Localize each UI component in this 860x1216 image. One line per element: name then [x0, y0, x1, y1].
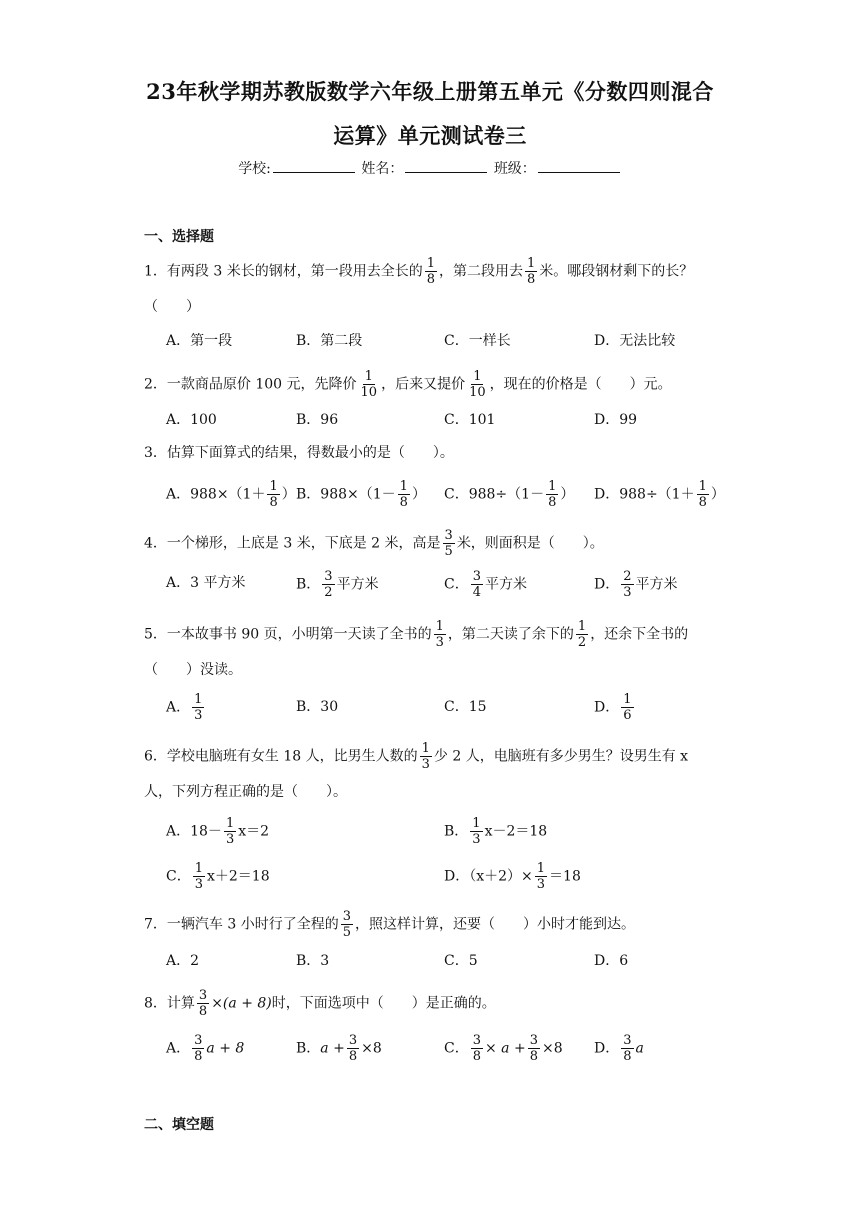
q8-expression: ×(a + 8)	[211, 995, 272, 1012]
q5-option-d[interactable]	[594, 692, 636, 723]
denominator: 8	[426, 272, 435, 287]
denominator: 5	[444, 544, 453, 559]
q8-option-c[interactable]	[444, 1033, 563, 1064]
q3-option-c[interactable]	[444, 479, 574, 510]
fraction	[467, 369, 488, 400]
school-label: 学校:	[238, 161, 271, 177]
option-text: × a +	[485, 1040, 526, 1057]
question-1	[144, 256, 724, 287]
question-2	[144, 369, 724, 400]
q3-option-a[interactable]	[166, 479, 296, 510]
option-text: ×8	[542, 1040, 563, 1057]
q7-option-a[interactable]: A．2	[166, 953, 200, 969]
q5-text-b: ，第二天读了余下的	[447, 626, 574, 643]
fraction	[546, 479, 558, 510]
q1-option-d[interactable]: D．无法比较	[594, 333, 676, 349]
denominator: 3	[225, 832, 235, 847]
fraction	[192, 1033, 204, 1064]
q2-option-b[interactable]: B．96	[296, 412, 339, 428]
option-text: ）	[281, 486, 296, 503]
option-text: C．988÷（1－	[444, 486, 545, 503]
q7-option-b[interactable]: B．3	[296, 953, 330, 969]
fraction	[470, 816, 482, 847]
question-8	[144, 988, 724, 1019]
numerator: 1	[536, 861, 546, 876]
option-text: D．	[594, 576, 620, 593]
option-text: D．	[594, 1040, 620, 1057]
fraction	[621, 692, 633, 723]
page-title-line2: 运算》单元测试卷三	[333, 123, 527, 148]
q4-option-d[interactable]	[594, 569, 678, 600]
option-text: 平方米	[336, 576, 379, 593]
numerator: 1	[426, 256, 435, 271]
denominator: 3	[421, 757, 430, 772]
q2-option-d[interactable]: D．99	[594, 412, 638, 428]
q8-option-d[interactable]	[594, 1033, 644, 1064]
q6-text-a: 6．学校电脑班有女生 18 人，比男生人数的	[144, 748, 418, 765]
denominator: 5	[342, 925, 351, 940]
option-text: a +	[320, 1040, 345, 1057]
option-text: A．	[166, 699, 191, 716]
numerator: 3	[342, 909, 351, 924]
denominator: 3	[472, 832, 481, 847]
q2-text-c: ，现在的价格是（ ）元。	[489, 376, 672, 393]
q6-option-c[interactable]	[166, 861, 270, 892]
q1-text-a: 1．有两段 3 米长的钢材，第一段用去全长的	[144, 263, 423, 280]
fraction	[576, 619, 588, 650]
denominator: 8	[529, 1049, 538, 1064]
option-text: ）	[411, 486, 426, 503]
denominator: 8	[472, 1049, 481, 1064]
q1-answer-paren: （ ）	[144, 299, 200, 315]
q3-option-b[interactable]	[296, 479, 426, 510]
q2-option-a[interactable]: A．100	[166, 412, 217, 428]
numerator: 1	[421, 741, 430, 756]
option-text: ×8	[361, 1040, 382, 1057]
question-4	[144, 528, 724, 559]
q3-option-d[interactable]	[594, 479, 725, 510]
fraction	[197, 988, 209, 1019]
fraction	[621, 569, 633, 600]
q4-option-c[interactable]	[444, 569, 527, 600]
option-text: B．	[444, 823, 469, 840]
numerator: 1	[399, 479, 408, 494]
option-text: ＝18	[549, 868, 581, 885]
q4-text-b: 米，则面积是（ ）。	[456, 535, 604, 552]
q2-text-a: 2．一款商品原价 100 元，先降价	[144, 376, 357, 393]
denominator: 3	[536, 877, 546, 892]
q1-option-c[interactable]: C．一样长	[444, 333, 511, 349]
option-text: ）	[710, 486, 725, 503]
option-text: A．18－	[166, 823, 222, 840]
denominator: 3	[194, 877, 203, 892]
denominator: 8	[399, 495, 408, 510]
option-text: ）	[560, 486, 575, 503]
option-text: x＝2	[238, 823, 270, 840]
q8-option-a[interactable]	[166, 1033, 244, 1064]
question-5	[144, 619, 724, 650]
fraction	[398, 479, 410, 510]
q5-option-c[interactable]: C．15	[444, 699, 487, 715]
numerator: 3	[194, 1033, 203, 1048]
denominator: 3	[194, 708, 203, 723]
fraction	[528, 1033, 540, 1064]
q7-option-c[interactable]: C．5	[444, 953, 478, 969]
denominator: 8	[698, 495, 707, 510]
option-text: 平方米	[635, 576, 678, 593]
fraction	[347, 1033, 359, 1064]
numerator: 1	[527, 256, 536, 271]
option-text: x＋2＝18	[207, 868, 270, 885]
q6-option-b[interactable]	[444, 816, 547, 847]
option-text: D．988÷（1＋	[594, 486, 695, 503]
denominator: 8	[198, 1004, 208, 1019]
q2-text-b: ，后来又提价	[381, 376, 466, 393]
numerator: 2	[623, 569, 632, 584]
denominator: 8	[348, 1049, 358, 1064]
option-text: D．	[594, 699, 620, 716]
fraction	[525, 256, 537, 287]
option-text: C．	[166, 868, 191, 885]
q6-line2: 人，下列方程正确的是（ ）。	[144, 784, 347, 800]
q5-option-a[interactable]	[166, 692, 206, 723]
option-text: x－2＝18	[484, 823, 548, 840]
option-text: B．	[296, 1040, 321, 1057]
option-text: D．（x＋2）×	[444, 868, 533, 885]
numerator: 1	[623, 692, 632, 707]
name-blank	[405, 158, 487, 173]
option-text: B．	[296, 576, 321, 593]
q2-option-c[interactable]: C．101	[444, 412, 496, 428]
numerator: 1	[435, 619, 444, 634]
numerator: 1	[194, 692, 203, 707]
fraction	[471, 1033, 483, 1064]
numerator: 3	[472, 569, 481, 584]
fraction	[224, 816, 236, 847]
student-info-row	[0, 158, 860, 178]
q8-option-b[interactable]	[296, 1033, 382, 1064]
denominator: 8	[623, 1049, 632, 1064]
fraction	[621, 1033, 633, 1064]
denominator: 6	[623, 708, 632, 723]
denominator: 10	[360, 385, 378, 400]
numerator: 3	[529, 1033, 538, 1048]
q4-option-b[interactable]	[296, 569, 379, 600]
q6-option-d[interactable]	[444, 861, 581, 892]
q8-text-a: 8．计算	[144, 995, 195, 1012]
numerator: 3	[348, 1033, 358, 1048]
q1-text-b: ，第二段用去	[439, 263, 523, 280]
numerator: 3	[444, 528, 453, 543]
numerator: 1	[577, 619, 587, 634]
fraction	[193, 861, 205, 892]
section-title-fill: 二、填空题	[144, 1117, 214, 1133]
q5-text-c: ，还余下全书的	[590, 626, 689, 643]
fraction	[535, 861, 547, 892]
q4-option-a[interactable]: A．3 平方米	[166, 575, 246, 591]
numerator: 1	[364, 369, 373, 384]
fraction	[322, 569, 334, 600]
denominator: 2	[324, 585, 333, 600]
q1-option-b[interactable]: B．第二段	[296, 333, 363, 349]
option-text: C．	[444, 1040, 469, 1057]
q7-text-b: ，照这样计算，还要（ ）小时才能到达。	[355, 916, 635, 933]
denominator: 3	[435, 635, 444, 650]
numerator: 3	[472, 1033, 481, 1048]
question-6	[144, 741, 724, 772]
school-blank	[273, 158, 355, 173]
q5-option-b[interactable]: B．30	[296, 699, 339, 715]
class-blank	[538, 158, 620, 173]
fraction	[420, 741, 432, 772]
fraction	[425, 256, 437, 287]
q5-text-a: 5．一本故事书 90 页，小明第一天读了全书的	[144, 626, 432, 643]
denominator: 8	[194, 1049, 203, 1064]
denominator: 2	[577, 635, 587, 650]
fraction	[471, 569, 483, 600]
numerator: 1	[698, 479, 707, 494]
option-text: A．988×（1＋	[166, 486, 266, 503]
denominator: 8	[269, 495, 278, 510]
option-text: B．988×（1－	[296, 486, 396, 503]
page-title-line1: 23年秋学期苏教版数学六年级上册第五单元《分数四则混合	[146, 79, 714, 104]
q7-option-d[interactable]: D．6	[594, 953, 629, 969]
fraction	[192, 692, 204, 723]
section-title-choice: 一、选择题	[144, 229, 214, 245]
option-text: a	[635, 1040, 644, 1057]
numerator: 1	[269, 479, 278, 494]
fraction	[443, 528, 455, 559]
numerator: 3	[198, 988, 208, 1003]
q1-text-c: 米。哪段钢材剩下的长？	[539, 263, 694, 280]
denominator: 10	[469, 385, 486, 400]
numerator: 1	[194, 861, 203, 876]
q5-line2: （ ）没读。	[144, 662, 242, 678]
fraction	[341, 909, 353, 940]
denominator: 3	[623, 585, 632, 600]
option-text: 平方米	[485, 576, 527, 593]
denominator: 8	[548, 495, 557, 510]
numerator: 3	[623, 1033, 632, 1048]
q6-text-b: 少 2 人，电脑班有多少男生？设男生有 x	[433, 748, 689, 765]
q1-option-a[interactable]: A．第一段	[166, 333, 233, 349]
denominator: 8	[527, 272, 536, 287]
question-3: 3．估算下面算式的结果，得数最小的是（ ）。	[144, 445, 454, 461]
q6-option-a[interactable]	[166, 816, 269, 847]
numerator: 1	[548, 479, 557, 494]
class-label: 班级：	[493, 161, 536, 177]
numerator: 3	[324, 569, 333, 584]
option-text: C．	[444, 576, 469, 593]
option-text: A．	[166, 1040, 191, 1057]
fraction	[267, 479, 279, 510]
fraction	[359, 369, 380, 400]
denominator: 4	[472, 585, 481, 600]
fraction	[697, 479, 709, 510]
name-label: 姓名：	[361, 161, 404, 177]
option-text: a + 8	[206, 1040, 245, 1057]
q4-text-a: 4．一个梯形，上底是 3 米，下底是 2 米，高是	[144, 535, 441, 552]
q7-text-a: 7．一辆汽车 3 小时行了全程的	[144, 916, 339, 933]
numerator: 1	[473, 369, 482, 384]
question-7	[144, 909, 724, 940]
numerator: 1	[472, 816, 481, 831]
fraction	[434, 619, 446, 650]
numerator: 1	[225, 816, 235, 831]
q8-text-b: 时，下面选项中（ ）是正确的。	[271, 995, 496, 1012]
